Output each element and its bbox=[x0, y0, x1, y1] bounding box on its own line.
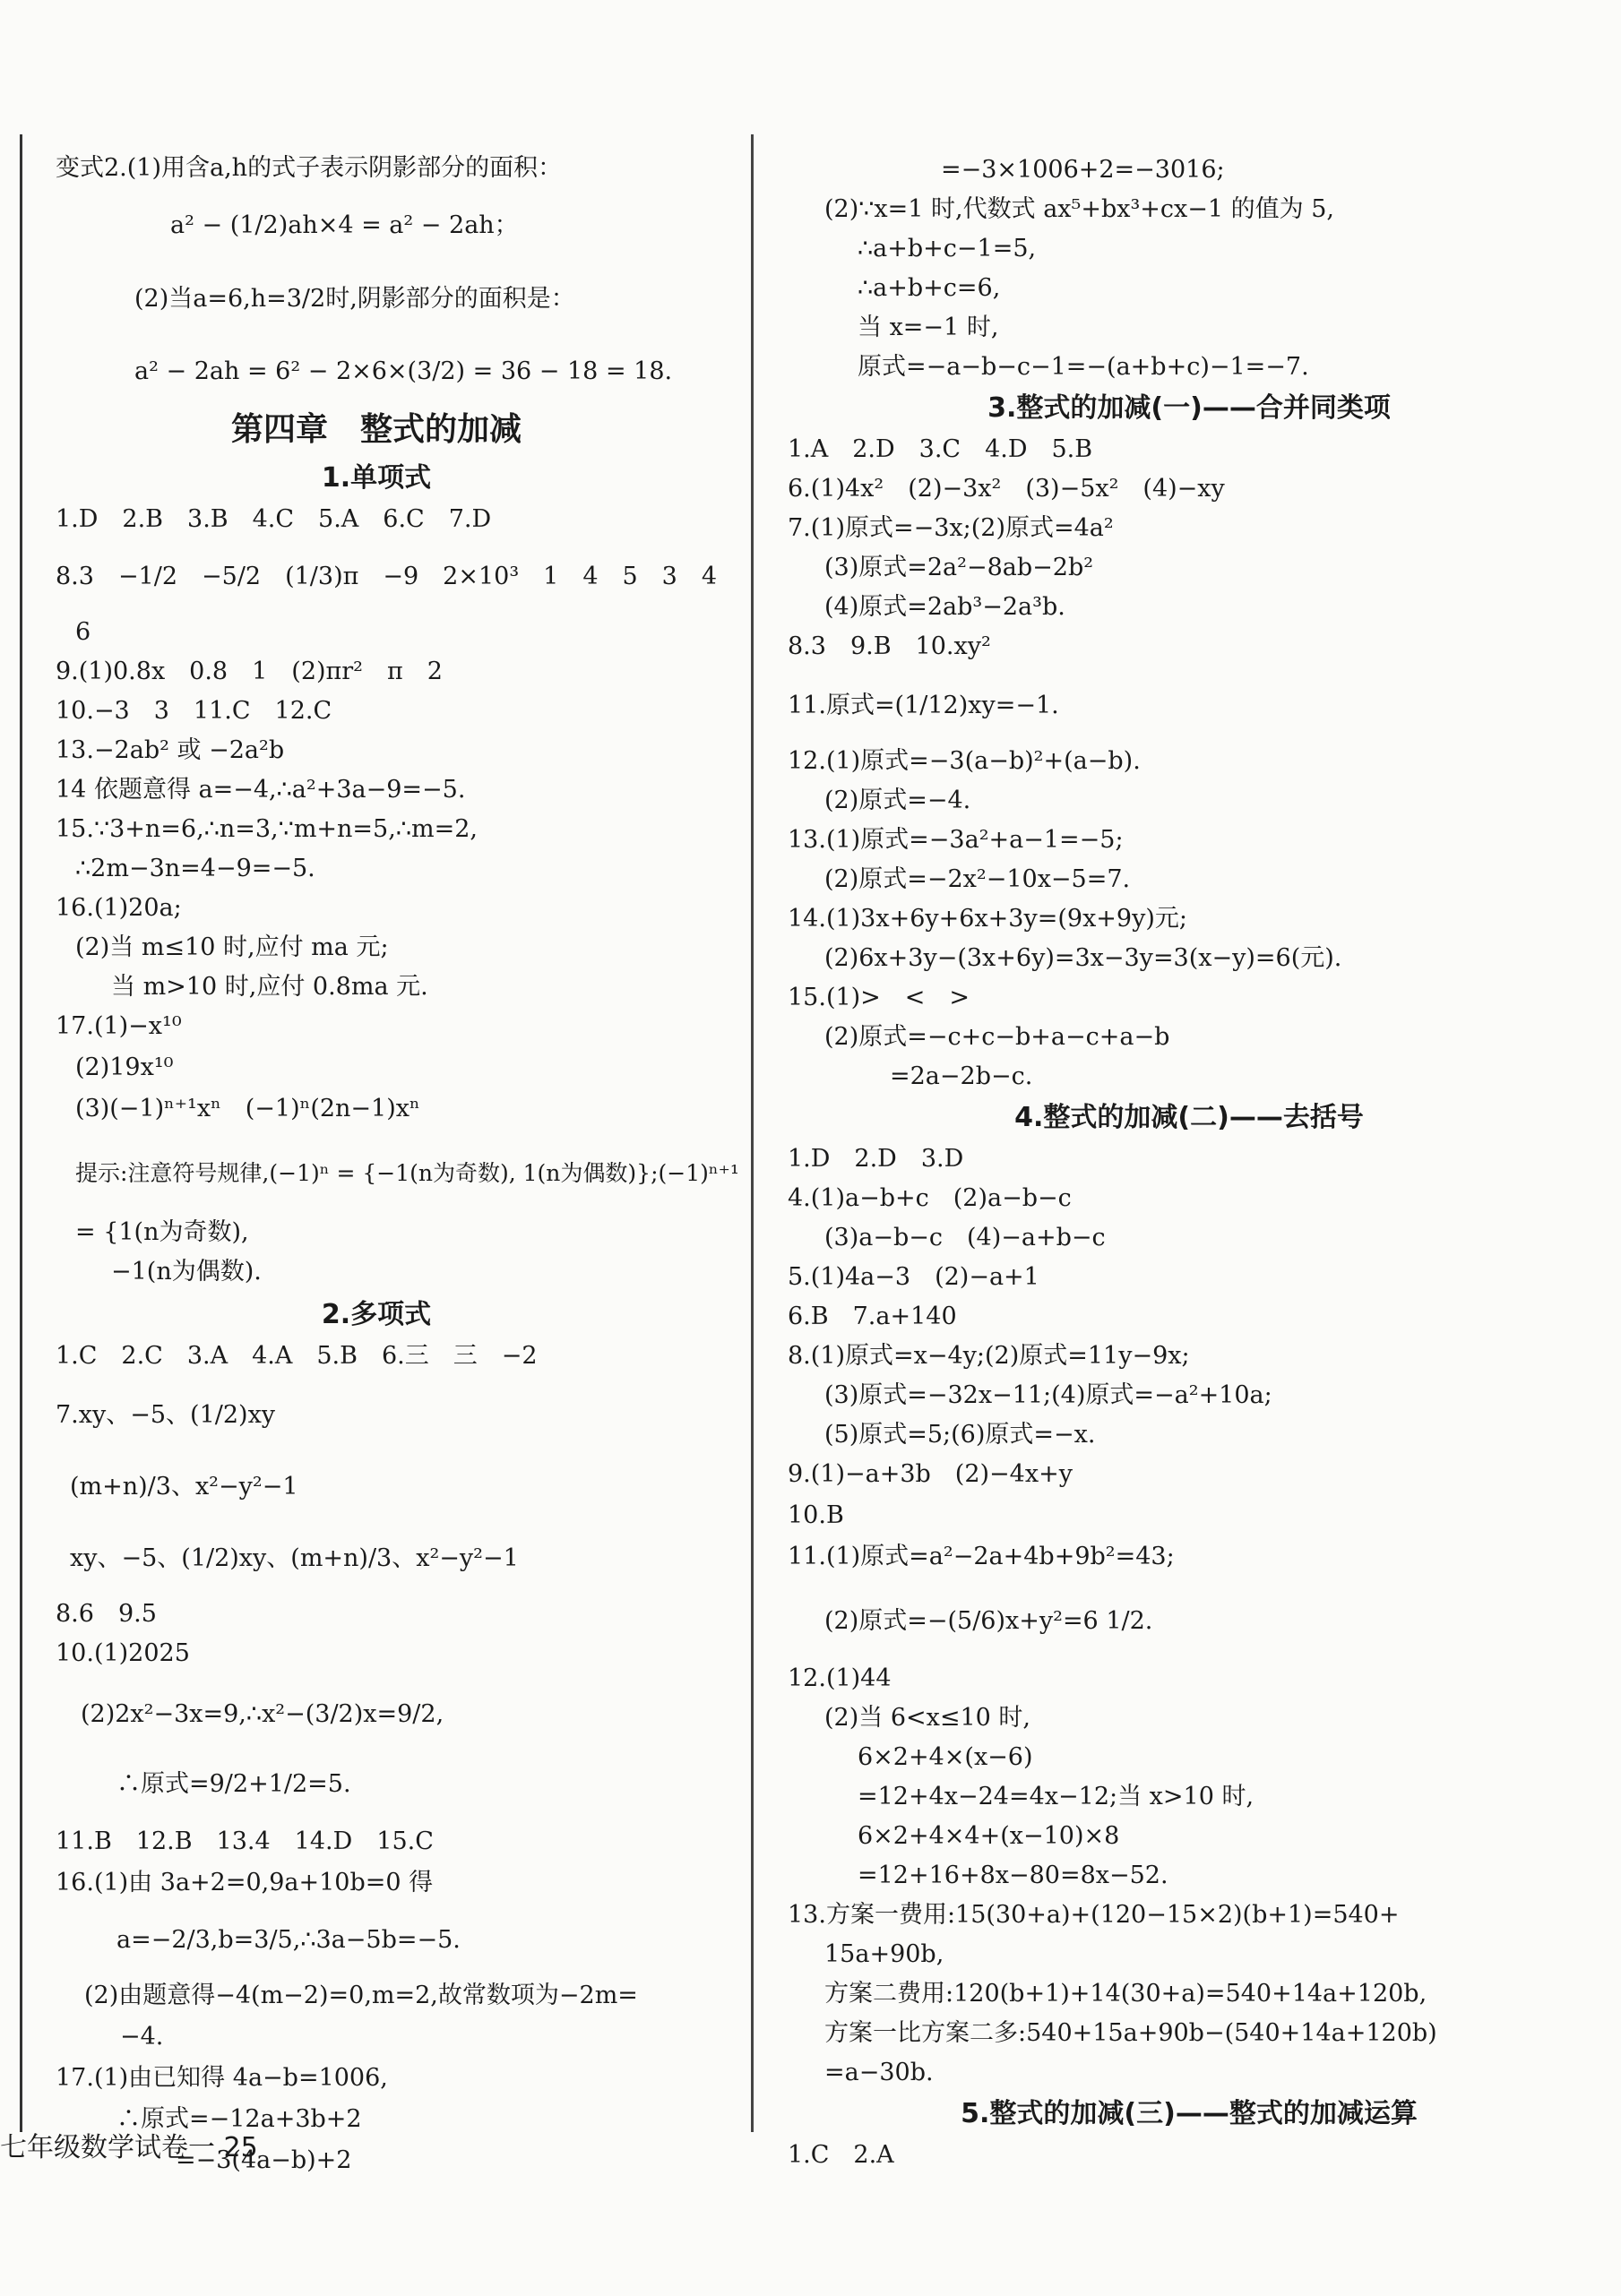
left-column bbox=[0, 0, 753, 2296]
text-line: (2)2x²−3x=9,∴x²−(3/2)x=9/2, bbox=[81, 1700, 444, 1728]
text-line: (5)原式=5;(6)原式=−x. bbox=[824, 1421, 1096, 1449]
text-line: = {1(n为奇数), bbox=[75, 1218, 249, 1246]
text-line: 11.(1)原式=a²−2a+4b+9b²=43; bbox=[788, 1543, 1175, 1570]
text-line: 4.(1)a−b+c (2)a−b−c bbox=[788, 1184, 1072, 1212]
section-title: 2.多项式 bbox=[321, 1299, 432, 1330]
text-line: (3)a−b−c (4)−a+b−c bbox=[824, 1224, 1106, 1251]
text-line: 6.B 7.a+140 bbox=[788, 1303, 957, 1330]
text-line: (2)当a=6,h=3/2时,阴影部分的面积是： bbox=[134, 285, 575, 313]
section-title: 4.整式的加减(二)——去括号 bbox=[1014, 1102, 1364, 1133]
text-line: 10.B bbox=[788, 1501, 844, 1529]
text-line: −1(n为偶数). bbox=[111, 1258, 262, 1286]
text-line: 12.(1)44 bbox=[788, 1664, 892, 1692]
text-line: 6.(1)4x² (2)−3x² (3)−5x² (4)−xy bbox=[788, 475, 1225, 503]
text-line: 10.−3 3 11.C 12.C bbox=[56, 697, 332, 725]
section-title: 5.整式的加减(三)——整式的加减运算 bbox=[961, 2098, 1418, 2129]
text-line: 13.−2ab² 或 −2a²b bbox=[56, 736, 285, 764]
text-line: 15.∵3+n=6,∴n=3,∵m+n=5,∴m=2, bbox=[56, 815, 478, 843]
text-line: 1.D 2.D 3.D bbox=[788, 1145, 964, 1173]
text-line: (2)∵x=1 时,代数式 ax⁵+bx³+cx−1 的值为 5, bbox=[824, 195, 1335, 223]
text-line: 12.(1)原式=−3(a−b)²+(a−b). bbox=[788, 747, 1141, 775]
text-line: 6×2+4×(x−6) bbox=[858, 1743, 1033, 1771]
text-line: (3)(−1)ⁿ⁺¹xⁿ (−1)ⁿ(2n−1)xⁿ bbox=[75, 1095, 420, 1122]
text-line: (2)原式=−4. bbox=[824, 787, 971, 814]
text-line: =−3×1006+2=−3016; bbox=[941, 156, 1225, 184]
text-line: 13.(1)原式=−3a²+a−1=−5; bbox=[788, 826, 1124, 854]
text-line: (2)由题意得−4(m−2)=0,m=2,故常数项为−2m= bbox=[84, 1982, 638, 2009]
text-line: (2)当 m≤10 时,应付 ma 元; bbox=[75, 933, 389, 961]
text-line: 方案二费用:120(b+1)+14(30+a)=540+14a+120b, bbox=[824, 1980, 1427, 2008]
text-line: 15.(1)> < > bbox=[788, 984, 970, 1011]
text-line: 8.3 9.B 10.xy² bbox=[788, 632, 991, 660]
text-line: 8.(1)原式=x−4y;(2)原式=11y−9x; bbox=[788, 1342, 1190, 1370]
right-column bbox=[757, 0, 1621, 2296]
text-line: xy、−5、(1/2)xy、(m+n)/3、x²−y²−1 bbox=[70, 1544, 519, 1572]
text-line: ∴原式=9/2+1/2=5. bbox=[116, 1770, 351, 1798]
text-line: 17.(1)−x¹⁰ bbox=[56, 1012, 182, 1040]
text-line: 13.方案一费用:15(30+a)+(120−15×2)(b+1)=540+ bbox=[788, 1901, 1400, 1929]
text-line: 16.(1)由 3a+2=0,9a+10b=0 得 bbox=[56, 1869, 434, 1896]
text-line: =a−30b. bbox=[824, 2059, 934, 2086]
section-title: 1.单项式 bbox=[321, 462, 432, 494]
text-line: 11.B 12.B 13.4 14.D 15.C bbox=[56, 1827, 434, 1855]
text-line: 1.C 2.C 3.A 4.A 5.B 6.三 三 −2 bbox=[56, 1342, 538, 1370]
text-line: (2)原式=−(5/6)x+y²=6 1/2. bbox=[824, 1607, 1153, 1635]
text-line: (2)当 6<x≤10 时, bbox=[824, 1704, 1031, 1732]
text-line: 1.A 2.D 3.C 4.D 5.B bbox=[788, 435, 1093, 463]
text-line: 当 x=−1 时, bbox=[858, 314, 999, 341]
text-line: 14 依题意得 a=−4,∴a²+3a−9=−5. bbox=[56, 776, 466, 804]
text-line: (2)19x¹⁰ bbox=[75, 1053, 174, 1081]
column-divider bbox=[751, 134, 754, 2132]
text-line: 提示:注意符号规律,(−1)ⁿ = {−1(n为奇数), 1(n为偶数)};(−1)ⁿ⁺¹ bbox=[75, 1160, 739, 1186]
text-line: a² − (1/2)ah×4 = a² − 2ah； bbox=[170, 211, 519, 239]
text-line: (3)原式=2a²−8ab−2b² bbox=[824, 554, 1094, 581]
text-line: 1.D 2.B 3.B 4.C 5.A 6.C 7.D bbox=[56, 505, 492, 533]
text-line: ∴a+b+c−1=5, bbox=[858, 235, 1037, 262]
text-line: 7.(1)原式=−3x;(2)原式=4a² bbox=[788, 514, 1114, 542]
text-line: 6 bbox=[75, 618, 91, 646]
text-line: (2)原式=−2x²−10x−5=7. bbox=[824, 865, 1131, 893]
text-line: 变式2.(1)用含a,h的式子表示阴影部分的面积： bbox=[56, 154, 563, 182]
text-line: =−3(4a−b)+2 bbox=[176, 2146, 352, 2174]
text-line: 15a+90b, bbox=[824, 1940, 944, 1968]
text-line: 当 m>10 时,应付 0.8ma 元. bbox=[111, 973, 428, 1001]
text-line: 8.6 9.5 bbox=[56, 1600, 157, 1628]
text-line: 9.(1)0.8x 0.8 1 (2)πr² π 2 bbox=[56, 658, 443, 685]
text-line: (2)原式=−c+c−b+a−c+a−b bbox=[824, 1023, 1170, 1051]
text-line: a² − 2ah = 6² − 2×6×(3/2) = 36 − 18 = 18. bbox=[134, 357, 673, 385]
text-line: 11.原式=(1/12)xy=−1. bbox=[788, 692, 1059, 719]
text-line: 原式=−a−b−c−1=−(a+b+c)−1=−7. bbox=[858, 353, 1309, 381]
text-line: =12+4x−24=4x−12;当 x>10 时, bbox=[858, 1783, 1255, 1810]
text-line: 14.(1)3x+6y+6x+3y=(9x+9y)元; bbox=[788, 905, 1187, 933]
text-line: 17.(1)由已知得 4a−b=1006, bbox=[56, 2064, 388, 2092]
text-line: 7.xy、−5、(1/2)xy bbox=[56, 1401, 276, 1429]
text-line: 6×2+4×4+(x−10)×8 bbox=[858, 1822, 1120, 1850]
text-line: (4)原式=2ab³−2a³b. bbox=[824, 593, 1065, 621]
text-line: −4. bbox=[120, 2023, 164, 2051]
chapter-title: 第四章 整式的加减 bbox=[230, 411, 522, 448]
text-line: (2)6x+3y−(3x+6y)=3x−3y=3(x−y)=6(元). bbox=[824, 944, 1342, 972]
text-line: 1.C 2.A bbox=[788, 2141, 894, 2169]
text-line: (3)原式=−32x−11;(4)原式=−a²+10a; bbox=[824, 1381, 1272, 1409]
text-line: a=−2/3,b=3/5,∴3a−5b=−5. bbox=[116, 1926, 461, 1954]
text-line: 8.3 −1/2 −5/2 (1/3)π −9 2×10³ 1 4 5 3 4 bbox=[56, 563, 718, 590]
text-line: (m+n)/3、x²−y²−1 bbox=[70, 1473, 298, 1501]
page-footer: 七年级数学试卷一 25 bbox=[0, 2132, 258, 2163]
text-line: =12+16+8x−80=8x−52. bbox=[858, 1862, 1168, 1889]
text-line: =2a−2b−c. bbox=[890, 1062, 1033, 1090]
section-title: 3.整式的加减(一)——合并同类项 bbox=[987, 392, 1391, 424]
text-line: ∴a+b+c=6, bbox=[858, 274, 1001, 302]
text-line: ∴2m−3n=4−9=−5. bbox=[75, 855, 315, 882]
text-line: 16.(1)20a; bbox=[56, 894, 182, 922]
text-line: 5.(1)4a−3 (2)−a+1 bbox=[788, 1263, 1039, 1291]
text-line: ∴原式=−12a+3b+2 bbox=[116, 2105, 362, 2133]
text-line: 9.(1)−a+3b (2)−4x+y bbox=[788, 1460, 1073, 1488]
text-line: 10.(1)2025 bbox=[56, 1639, 190, 1667]
text-line: 方案一比方案二多:540+15a+90b−(540+14a+120b) bbox=[824, 2019, 1437, 2047]
